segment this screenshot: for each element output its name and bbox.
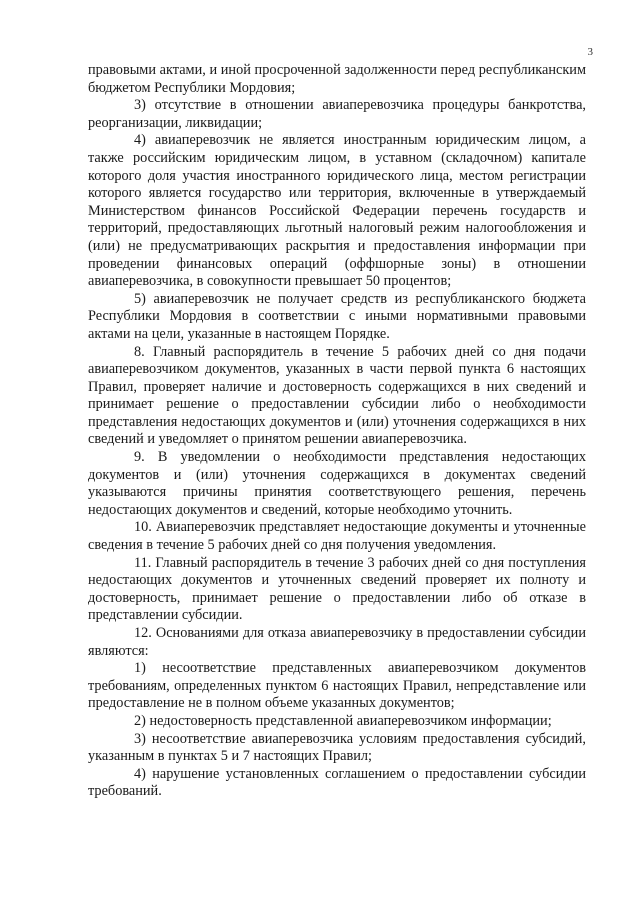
paragraph-clause-12-item-1: 1) несоответствие представленных авиаперевозчиком документов требованиям, определенных пунктом 6 настоящих Правил, непредставление или предоставление не в полном объеме указанных документов; [88, 660, 586, 712]
paragraph-item-4: 4) авиаперевозчик не является иностранным юридическим лицом, а также российским юридическим лицом, в уставном (складочном) капитале которого доля участия иностранного юридического лица, местом регистрации которого является государство или территория, включенные в утверждаемый Министерством финансов Российской Федерации перечень государств и территорий, предоставляющих льготный налоговый режим налогообложения и (или) не предусматривающих раскрытия и предоставления информации при проведении финансовых операций (оффшорные зоны) в отношении авиаперевозчика, в совокупности превышает 50 процентов; [88, 132, 586, 290]
paragraph-clause-12-item-2: 2) недостоверность представленной авиаперевозчиком информации; [134, 712, 552, 729]
paragraph-clause-8: 8. Главный распорядитель в течение 5 рабочих дней со дня подачи авиаперевозчиком документов, указанных в части первой пункта 6 настоящих Правил, проверяет наличие и достоверность содержащихся в них сведений и принимает решение о предоставлении субсидии либо о необходимости представления недостающих документов и (или) уточнения содержащихся в них сведений и уведомляет о принятом решении авиаперевозчика. [88, 343, 586, 448]
paragraph-clause-11: 11. Главный распорядитель в течение 3 рабочих дней со дня поступления недостающих документов и уточненных сведений проверяет их полноту и достоверность, принимает решение о предоставлении либо об отказе в представлении субсидии. [88, 554, 586, 624]
paragraph-item-5: 5) авиаперевозчик не получает средств из республиканского бюджета Республики Мордовия в соответствии с иными нормативными правовыми актами на цели, указанные в настоящем Порядке. [88, 290, 586, 342]
paragraph-clause-12-item-3: 3) несоответствие авиаперевозчика условиям предоставления субсидий, указанным в пунктах 5 и 7 настоящих Правил; [88, 730, 586, 765]
paragraph-clause-12: 12. Основаниями для отказа авиаперевозчику в предоставлении субсидии являются: [88, 625, 586, 659]
paragraph-clause-9: 9. В уведомлении о необходимости представления недостающих документов и (или) уточнения содержащихся в документах сведений указываются причины принятия соответствующего решения, перечень недостающих документов и сведений, которые необходимо уточнить. [88, 449, 586, 518]
page-number: 3 [587, 46, 593, 58]
paragraph-clause-12-item-4: 4) нарушение установленных соглашением о предоставлении субсидии требований. [88, 765, 586, 800]
paragraph-clause-10: 10. Авиаперевозчик представляет недостающие документы и уточненные сведения в течение 5 рабочих дней со дня получения уведомления. [88, 519, 586, 554]
paragraph-item-3: 3) отсутствие в отношении авиаперевозчика процедуры банкротства, реорганизации, ликвидации; [88, 97, 586, 131]
paragraph-continuation: правовыми актами, и иной просроченной задолженности перед республиканским бюджетом Республики Мордовия; [88, 62, 586, 96]
document-body [88, 62, 586, 801]
